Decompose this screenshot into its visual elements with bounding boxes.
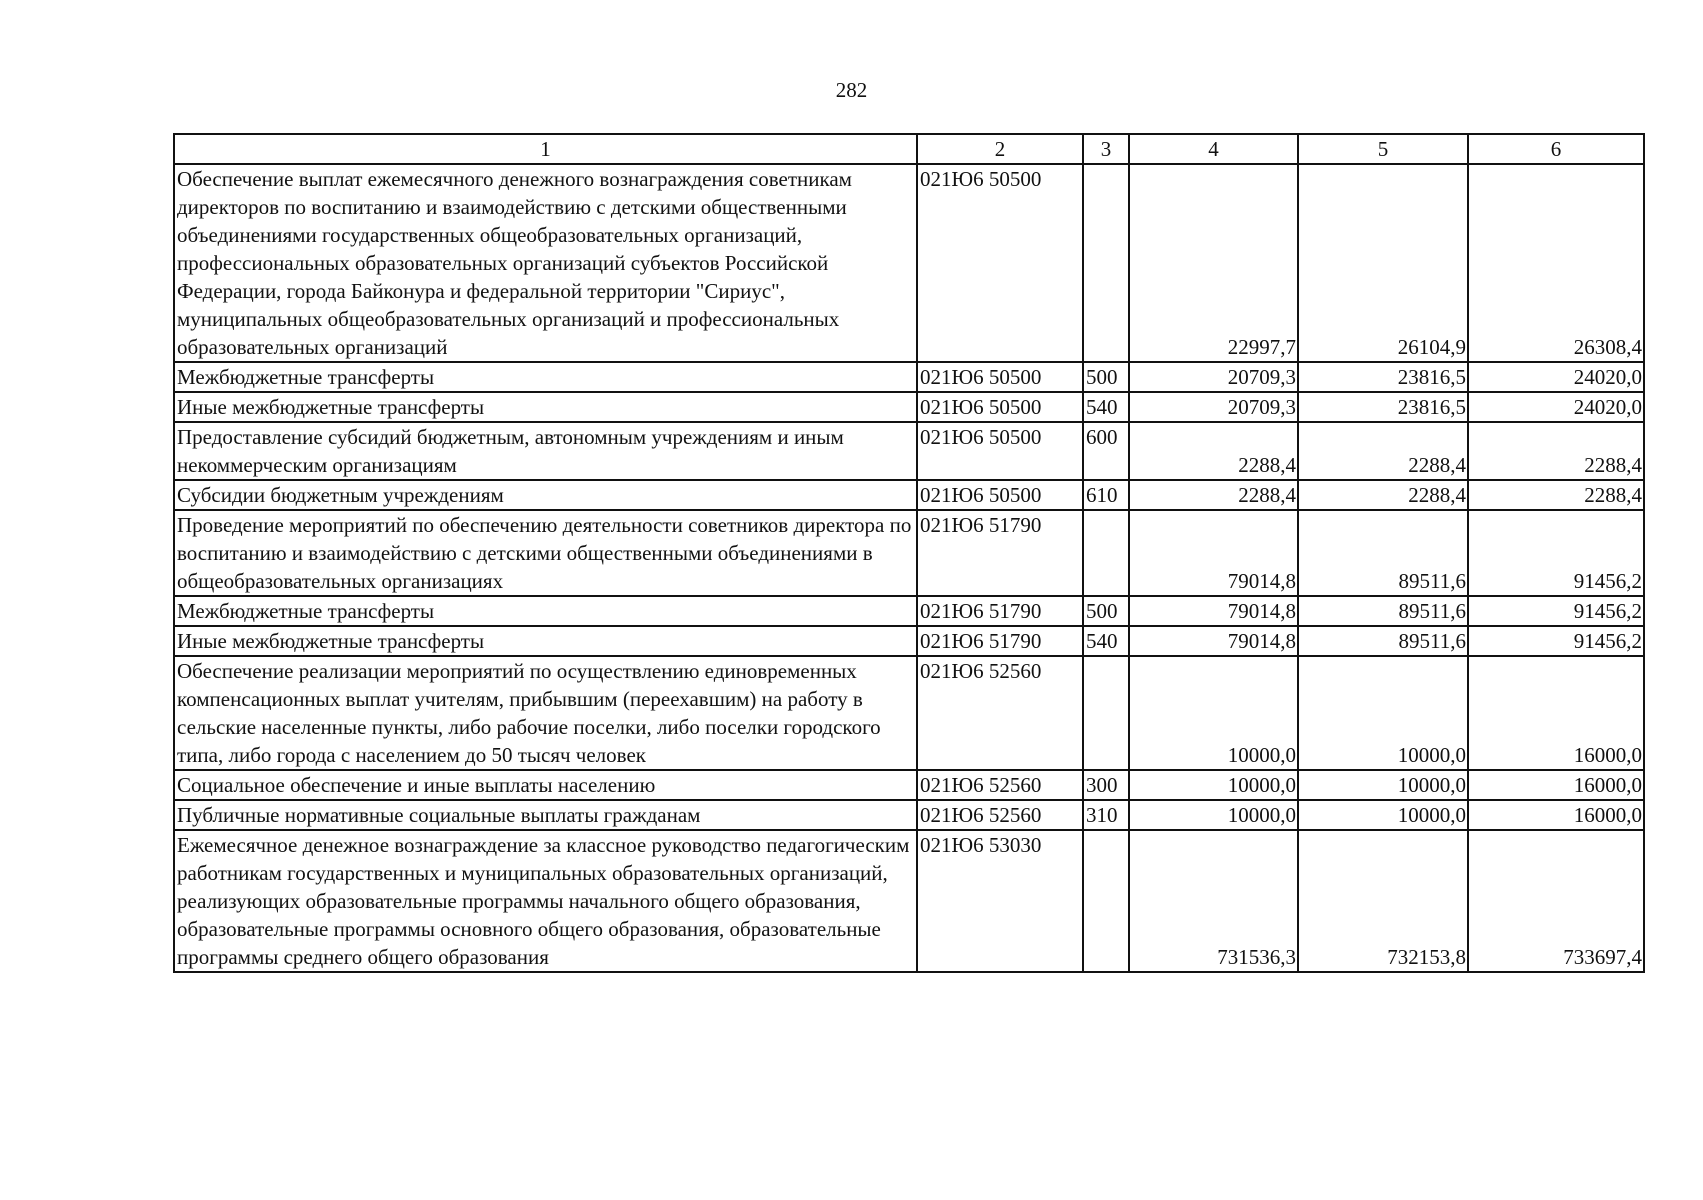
row-code: 021Ю6 51790 <box>917 626 1083 656</box>
row-code: 021Ю6 50500 <box>917 422 1083 480</box>
row-type-code <box>1083 164 1129 362</box>
budget-table <box>173 133 1645 973</box>
row-code: 021Ю6 52560 <box>917 800 1083 830</box>
row-value-col6: 16000,0 <box>1468 800 1644 830</box>
table-row <box>174 596 1644 626</box>
row-value-col6: 16000,0 <box>1468 656 1644 770</box>
row-type-code: 540 <box>1083 392 1129 422</box>
row-code: 021Ю6 50500 <box>917 392 1083 422</box>
row-value-col4: 20709,3 <box>1129 362 1298 392</box>
row-value-col5: 10000,0 <box>1298 656 1468 770</box>
row-description: Межбюджетные трансферты <box>174 596 917 626</box>
row-type-code <box>1083 830 1129 972</box>
row-value-col5: 10000,0 <box>1298 770 1468 800</box>
row-type-code <box>1083 656 1129 770</box>
table-row <box>174 164 1644 362</box>
row-code: 021Ю6 52560 <box>917 770 1083 800</box>
row-description: Проведение мероприятий по обеспечению деятельности советников директора по воспитанию и взаимодействию с детскими общественными объединениями в общеобразовательных организациях <box>174 510 917 596</box>
row-description: Ежемесячное денежное вознаграждение за классное руководство педагогическим работникам государственных и муниципальных образовательных организаций, реализующих образовательные программы начального общего образования, образовательные программы основного общего образования, образовательные программы среднего общего образования <box>174 830 917 972</box>
row-description: Социальное обеспечение и иные выплаты населению <box>174 770 917 800</box>
table-row <box>174 510 1644 596</box>
row-value-col6: 2288,4 <box>1468 422 1644 480</box>
table-row <box>174 656 1644 770</box>
row-value-col5: 23816,5 <box>1298 362 1468 392</box>
row-value-col6: 24020,0 <box>1468 392 1644 422</box>
row-type-code: 310 <box>1083 800 1129 830</box>
table-row <box>174 800 1644 830</box>
column-header-5: 5 <box>1298 134 1468 164</box>
row-value-col6: 16000,0 <box>1468 770 1644 800</box>
row-value-col4: 79014,8 <box>1129 626 1298 656</box>
row-value-col5: 23816,5 <box>1298 392 1468 422</box>
row-type-code: 540 <box>1083 626 1129 656</box>
row-code: 021Ю6 50500 <box>917 164 1083 362</box>
row-value-col4: 10000,0 <box>1129 770 1298 800</box>
row-value-col5: 732153,8 <box>1298 830 1468 972</box>
table-header-row <box>174 134 1644 164</box>
row-type-code: 500 <box>1083 362 1129 392</box>
row-value-col6: 26308,4 <box>1468 164 1644 362</box>
row-value-col6: 91456,2 <box>1468 510 1644 596</box>
row-description: Субсидии бюджетным учреждениям <box>174 480 917 510</box>
row-value-col6: 91456,2 <box>1468 596 1644 626</box>
row-value-col4: 20709,3 <box>1129 392 1298 422</box>
table-row <box>174 392 1644 422</box>
row-description: Обеспечение реализации мероприятий по осуществлению единовременных компенсационных выплат учителям, прибывшим (переехавшим) на работу в сельские населенные пункты, либо рабочие поселки, либо поселки городского типа, либо города с населением до 50 тысяч человек <box>174 656 917 770</box>
row-value-col6: 91456,2 <box>1468 626 1644 656</box>
row-description: Обеспечение выплат ежемесячного денежного вознаграждения советникам директоров по воспитанию и взаимодействию с детскими общественными объединениями государственных общеобразовательных организаций, профессиональных образовательных организаций субъектов Российской Федерации, города Байконура и федеральной территории "Сириус", муниципальных общеобразовательных организаций и профессиональных образовательных организаций <box>174 164 917 362</box>
row-code: 021Ю6 51790 <box>917 510 1083 596</box>
row-value-col5: 89511,6 <box>1298 510 1468 596</box>
row-type-code: 610 <box>1083 480 1129 510</box>
row-value-col4: 2288,4 <box>1129 480 1298 510</box>
column-header-1: 1 <box>174 134 917 164</box>
row-value-col5: 2288,4 <box>1298 480 1468 510</box>
table-row <box>174 480 1644 510</box>
row-value-col4: 79014,8 <box>1129 596 1298 626</box>
table-row <box>174 830 1644 972</box>
row-value-col4: 731536,3 <box>1129 830 1298 972</box>
row-value-col5: 89511,6 <box>1298 596 1468 626</box>
row-value-col4: 22997,7 <box>1129 164 1298 362</box>
table-row <box>174 770 1644 800</box>
column-header-2: 2 <box>917 134 1083 164</box>
row-value-col6: 24020,0 <box>1468 362 1644 392</box>
row-value-col4: 10000,0 <box>1129 800 1298 830</box>
row-value-col4: 79014,8 <box>1129 510 1298 596</box>
row-description: Иные межбюджетные трансферты <box>174 626 917 656</box>
row-description: Иные межбюджетные трансферты <box>174 392 917 422</box>
row-value-col5: 89511,6 <box>1298 626 1468 656</box>
row-type-code: 500 <box>1083 596 1129 626</box>
row-code: 021Ю6 50500 <box>917 480 1083 510</box>
row-code: 021Ю6 50500 <box>917 362 1083 392</box>
table-row <box>174 362 1644 392</box>
row-description: Публичные нормативные социальные выплаты гражданам <box>174 800 917 830</box>
row-value-col5: 10000,0 <box>1298 800 1468 830</box>
row-value-col5: 26104,9 <box>1298 164 1468 362</box>
row-type-code: 300 <box>1083 770 1129 800</box>
row-description: Межбюджетные трансферты <box>174 362 917 392</box>
column-header-6: 6 <box>1468 134 1644 164</box>
row-value-col4: 2288,4 <box>1129 422 1298 480</box>
row-code: 021Ю6 53030 <box>917 830 1083 972</box>
column-header-3: 3 <box>1083 134 1129 164</box>
row-type-code <box>1083 510 1129 596</box>
row-type-code: 600 <box>1083 422 1129 480</box>
row-value-col6: 733697,4 <box>1468 830 1644 972</box>
row-value-col6: 2288,4 <box>1468 480 1644 510</box>
row-value-col4: 10000,0 <box>1129 656 1298 770</box>
table-row <box>174 626 1644 656</box>
row-description: Предоставление субсидий бюджетным, автономным учреждениям и иным некоммерческим организациям <box>174 422 917 480</box>
page-number: 282 <box>835 78 868 102</box>
row-code: 021Ю6 51790 <box>917 596 1083 626</box>
row-code: 021Ю6 52560 <box>917 656 1083 770</box>
row-value-col5: 2288,4 <box>1298 422 1468 480</box>
table-row <box>174 422 1644 480</box>
column-header-4: 4 <box>1129 134 1298 164</box>
